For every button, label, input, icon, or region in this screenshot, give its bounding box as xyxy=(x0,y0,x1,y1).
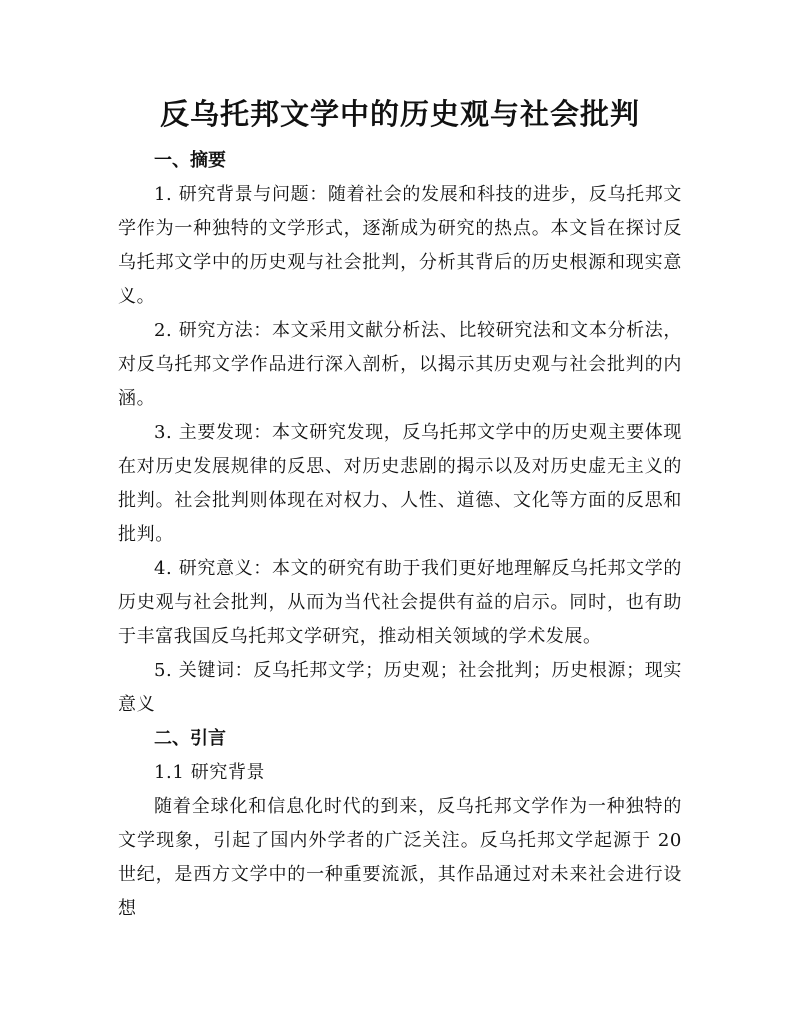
intro-paragraph: 随着全球化和信息化时代的到来，反乌托邦文学作为一种独特的文学现象，引起了国内外学者的广泛关注。反乌托邦文学起源于 20 世纪，是西方文学中的一种重要流派，其作品通过对未来社会进行设想 xyxy=(118,796,682,919)
abstract-item-4: 4. 研究意义：本文的研究有助于我们更好地理解反乌托邦文学的历史观与社会批判，从而为当代社会提供有益的启示。同时，也有助于丰富我国反乌托邦文学研究，推动相关领域的学术发展。 xyxy=(118,558,682,647)
abstract-item-3: 3. 主要发现：本文研究发现，反乌托邦文学中的历史观主要体现在对历史发展规律的反思、对历史悲剧的揭示以及对历史虚无主义的批判。社会批判则体现在对权力、人性、道德、文化等方面的反思和批判。 xyxy=(118,422,682,545)
document-title: 反乌托邦文学中的历史观与社会批判 xyxy=(159,97,640,131)
abstract-item-2: 2. 研究方法：本文采用文献分析法、比较研究法和文本分析法，对反乌托邦文学作品进行深入剖析，以揭示其历史观与社会批判的内涵。 xyxy=(118,320,682,409)
section-heading-abstract: 一、摘要 xyxy=(154,150,226,171)
abstract-item-1: 1. 研究背景与问题：随着社会的发展和科技的进步，反乌托邦文学作为一种独特的文学形式，逐渐成为研究的热点。本文旨在探讨反乌托邦文学中的历史观与社会批判，分析其背后的历史根源和现实意义。 xyxy=(118,184,682,307)
subsection-heading-background: 1.1 研究背景 xyxy=(154,762,266,783)
abstract-item-5: 5. 关键词：反乌托邦文学；历史观；社会批判；历史根源；现实意义 xyxy=(118,660,682,715)
section-heading-intro: 二、引言 xyxy=(154,728,226,749)
